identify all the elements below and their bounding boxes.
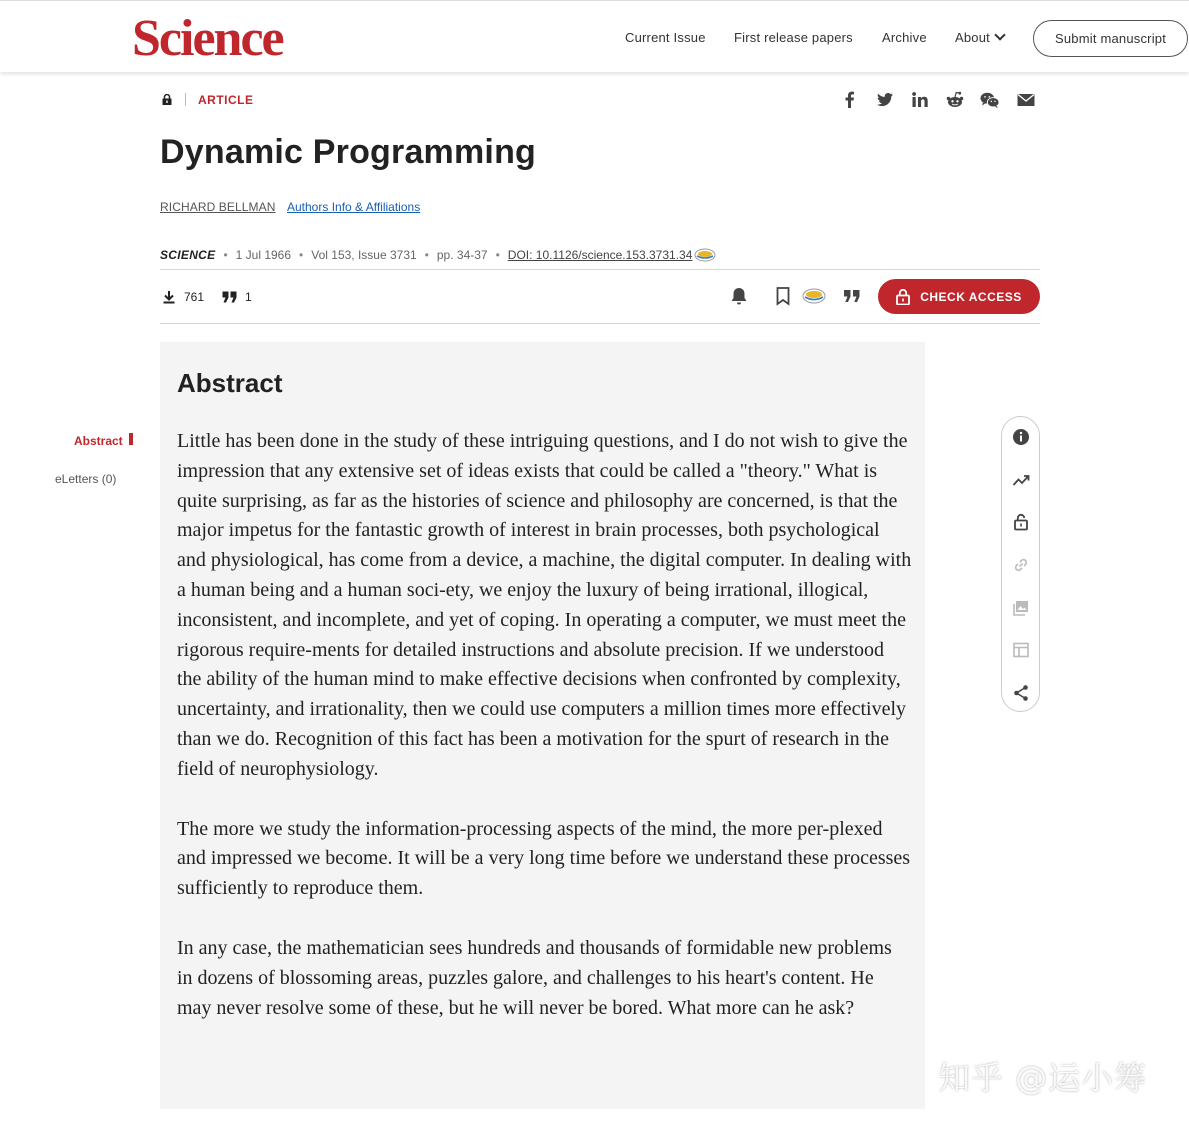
article-title: Dynamic Programming: [160, 133, 537, 171]
abstract-body: [177, 427, 912, 1053]
doi-link[interactable]: DOI: 10.1126/science.153.3731.34: [507, 248, 693, 262]
abstract-paragraph: In any case, the mathematician sees hundreds and thousands of formidable new problems in dozens of blossoming areas, puzzles galore, and challenges to his heart's content. He may never resolve some of these, but he will never be bored. What more can he ask?: [177, 936, 892, 1019]
author-link[interactable]: RICHARD BELLMAN: [160, 200, 276, 214]
citation-manager-icon[interactable]: [802, 286, 826, 306]
separator-dot: •: [299, 248, 304, 262]
watermark: 知乎 @运小筹: [938, 1059, 1148, 1097]
downloads-count: 761: [184, 290, 205, 304]
journal-name: SCIENCE: [160, 248, 216, 262]
info-icon[interactable]: [1012, 428, 1030, 446]
site-header: [0, 0, 1189, 72]
email-icon[interactable]: [1016, 90, 1036, 110]
cite-icon[interactable]: [842, 286, 862, 306]
metrics-icon[interactable]: [1012, 471, 1030, 489]
bookmark-icon[interactable]: [773, 286, 793, 306]
link-icon[interactable]: [1012, 556, 1030, 574]
leftnav-eletters-link[interactable]: eLetters (0): [55, 472, 117, 486]
citation-meta: [160, 248, 716, 262]
quote-icon: [222, 291, 237, 303]
nav-first-release-papers[interactable]: First release papers: [734, 30, 853, 45]
separator-dot: •: [495, 248, 500, 262]
article-type-label: ARTICLE: [198, 93, 254, 107]
submit-manuscript-button[interactable]: Submit manuscript: [1033, 20, 1188, 57]
divider: [185, 93, 186, 106]
chevron-down-icon: [994, 29, 1005, 40]
divider: [160, 269, 1040, 270]
divider: [160, 323, 1040, 324]
active-section-marker: [129, 433, 133, 445]
facebook-icon[interactable]: [840, 90, 860, 110]
nav-about[interactable]: [955, 30, 1004, 45]
share-icon[interactable]: [1012, 684, 1030, 702]
reddit-icon[interactable]: [945, 90, 965, 110]
lock-icon: [162, 94, 172, 105]
abstract-panel: [160, 342, 925, 1109]
leftnav-abstract-link[interactable]: Abstract: [74, 434, 123, 448]
bell-icon[interactable]: [729, 286, 749, 306]
check-access-button[interactable]: [878, 279, 1040, 314]
nav-current-issue[interactable]: Current Issue: [625, 30, 706, 45]
science-logo[interactable]: Science: [132, 10, 283, 67]
authors-affiliations-link[interactable]: Authors Info & Affiliations: [287, 200, 421, 214]
abstract-paragraph: The more we study the information-processing aspects of the mind, the more per-plexed and impressed we become. It will be a very long time before we understand these processes sufficiently to reproduce them.: [177, 817, 911, 900]
nav-archive[interactable]: Archive: [882, 30, 927, 45]
wechat-icon[interactable]: [980, 90, 1000, 110]
access-icon[interactable]: [1012, 513, 1030, 531]
download-icon: [162, 290, 176, 304]
tables-icon[interactable]: [1012, 641, 1030, 659]
page-range: pp. 34-37: [436, 248, 488, 262]
separator-dot: •: [223, 248, 228, 262]
figures-icon[interactable]: [1012, 599, 1030, 617]
downloads-metric[interactable]: [162, 290, 204, 304]
citations-count: 1: [245, 290, 252, 304]
separator-dot: •: [424, 248, 429, 262]
publication-date: 1 Jul 1966: [235, 248, 292, 262]
nav-about-label: About: [955, 30, 990, 45]
citation-manager-icon[interactable]: [694, 248, 716, 262]
linkedin-icon[interactable]: [910, 90, 930, 110]
abstract-heading: Abstract: [177, 368, 283, 398]
volume-issue: Vol 153, Issue 3731: [311, 248, 417, 262]
citations-metric[interactable]: [222, 290, 252, 304]
twitter-icon[interactable]: [875, 90, 895, 110]
article-tools-sidebar: [1001, 416, 1040, 712]
unlock-icon: [896, 289, 910, 305]
abstract-paragraph: Little has been done in the study of these intriguing questions, and I do not wish to give the impression that any extensive set of ideas exists that could be called a "theory." What is quite surprising, as far as the histories of science and philosophy are concerned, is that the major impetus for the fantastic growth of interest in brain processes, both psychological and physiological, has come from a device, a machine, the digital computer. In dealing with a human being and a human soci-ety, we enjoy the luxury of being irrational, illogical, inconsistent, and incomplete, and yet of coping. In operating a computer, we must meet the rigorous require-ments for detailed instructions and absolute precision. If we understood the ability of the human mind to make effective decisions when confronted by complexity, uncertainty, and irrationality, then we could use computers a million times more effectively than we do. Recognition of this fact has been a motivation for the spurt of research in the field of neurophysiology.: [177, 430, 912, 780]
check-access-label: CHECK ACCESS: [920, 289, 1022, 304]
